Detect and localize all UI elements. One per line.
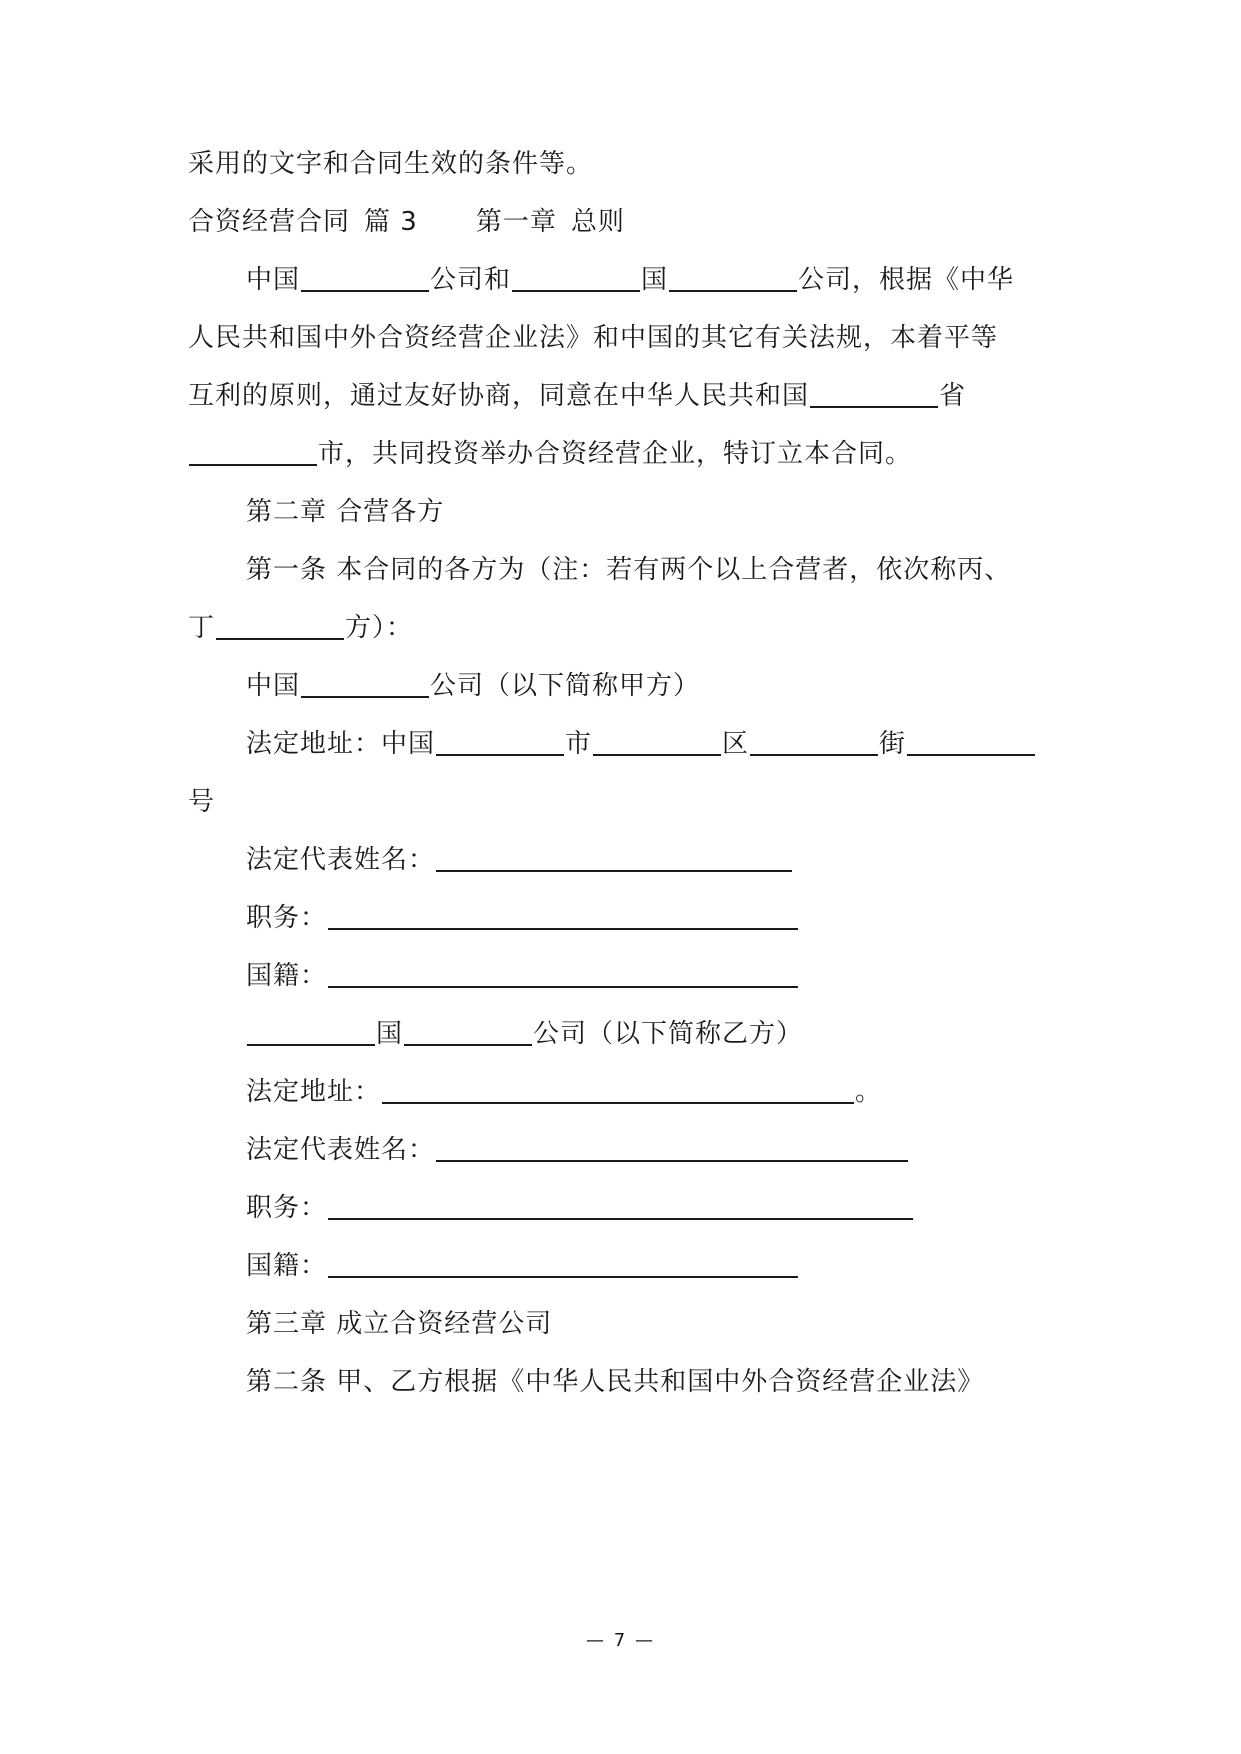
text: 国 (641, 265, 669, 295)
chapter-label: 第一章 (475, 207, 557, 237)
chapter-heading (246, 1304, 1126, 1344)
text-line (246, 840, 1126, 880)
text-line (246, 666, 1126, 706)
text: 。 (855, 1077, 883, 1107)
fill-in-blank[interactable] (382, 1074, 854, 1104)
text: 区 (722, 729, 750, 759)
fill-in-blank[interactable] (216, 610, 344, 640)
text-line (246, 1130, 1126, 1170)
text: 公司（以下简称甲方） (430, 671, 701, 701)
text: 公司和 (430, 265, 512, 295)
text-line (246, 1014, 1126, 1054)
text-line (246, 260, 1126, 300)
text: 第一条 本合同的各方为（注：若有两个以上合营者，依次称丙、 (246, 555, 1012, 585)
text: 公司，根据《中华 (798, 265, 1015, 295)
text: 法定代表姓名： (246, 845, 436, 875)
text-line (246, 1246, 1126, 1286)
fill-in-blank[interactable] (328, 900, 798, 930)
text-line (246, 550, 1126, 590)
text-line (188, 434, 1068, 474)
text: 法定代表姓名： (246, 1135, 436, 1165)
chapter-heading (246, 492, 1126, 532)
text-line (246, 1188, 1126, 1228)
fill-in-blank[interactable] (247, 1016, 375, 1046)
fill-in-blank[interactable] (301, 262, 429, 292)
text: 街 (879, 729, 907, 759)
text-line (188, 376, 1068, 416)
text: 法定地址：中国 (246, 729, 436, 759)
fill-in-blank[interactable] (593, 726, 721, 756)
text: 第二条 甲、乙方根据《中华人民共和国中外合资经营企业法》 (246, 1367, 985, 1397)
document-title: 合资经营合同 (188, 207, 351, 237)
text: 职务： (246, 1193, 328, 1223)
text-line (246, 898, 1126, 938)
text: 方）： (345, 613, 414, 643)
chapter-title: 总则 (570, 207, 625, 237)
section-heading (188, 202, 1068, 242)
fill-in-blank[interactable] (907, 726, 1035, 756)
text-line (246, 1072, 1126, 1112)
fill-in-blank[interactable] (436, 842, 792, 872)
text: 市，共同投资举办合资经营企业，特订立本合同。 (318, 439, 913, 469)
fill-in-blank[interactable] (512, 262, 640, 292)
text: 法定地址： (246, 1077, 382, 1107)
text-line (188, 782, 1068, 822)
text: 市 (565, 729, 593, 759)
text-line (246, 1362, 1126, 1402)
text: 人民共和国中外合资经营企业法》和中国的其它有关法规，本着平等 (188, 323, 999, 353)
part-label: 篇 3 (364, 207, 418, 237)
fill-in-blank[interactable] (189, 436, 317, 466)
fill-in-blank[interactable] (328, 958, 798, 988)
text: 国 (376, 1019, 404, 1049)
fill-in-blank[interactable] (301, 668, 429, 698)
text: 中国 (246, 671, 301, 701)
text: 国籍： (246, 1251, 328, 1281)
text: 第三章 成立合资经营公司 (246, 1309, 553, 1339)
fill-in-blank[interactable] (328, 1190, 913, 1220)
text: 号 (188, 787, 216, 817)
text: 中国 (246, 265, 301, 295)
fill-in-blank[interactable] (669, 262, 797, 292)
fill-in-blank[interactable] (750, 726, 878, 756)
text: 丁 (188, 613, 216, 643)
fill-in-blank[interactable] (404, 1016, 532, 1046)
text-line (188, 144, 1068, 184)
text: 采用的文字和合同生效的条件等。 (188, 149, 594, 179)
fill-in-blank[interactable] (436, 726, 564, 756)
fill-in-blank[interactable] (328, 1248, 798, 1278)
text: 职务： (246, 903, 328, 933)
text-line (188, 318, 1068, 358)
text: 省 (939, 381, 967, 411)
text-line (246, 956, 1126, 996)
text-line (246, 724, 1126, 764)
text: 国籍： (246, 961, 328, 991)
text: 第二章 合营各方 (246, 497, 445, 527)
fill-in-blank[interactable] (436, 1132, 908, 1162)
text-line (188, 608, 1068, 648)
text: 公司（以下简称乙方） (533, 1019, 804, 1049)
fill-in-blank[interactable] (810, 378, 938, 408)
page-number: — 7 — (586, 1630, 655, 1651)
text: 互利的原则，通过友好协商，同意在中华人民共和国 (188, 381, 810, 411)
